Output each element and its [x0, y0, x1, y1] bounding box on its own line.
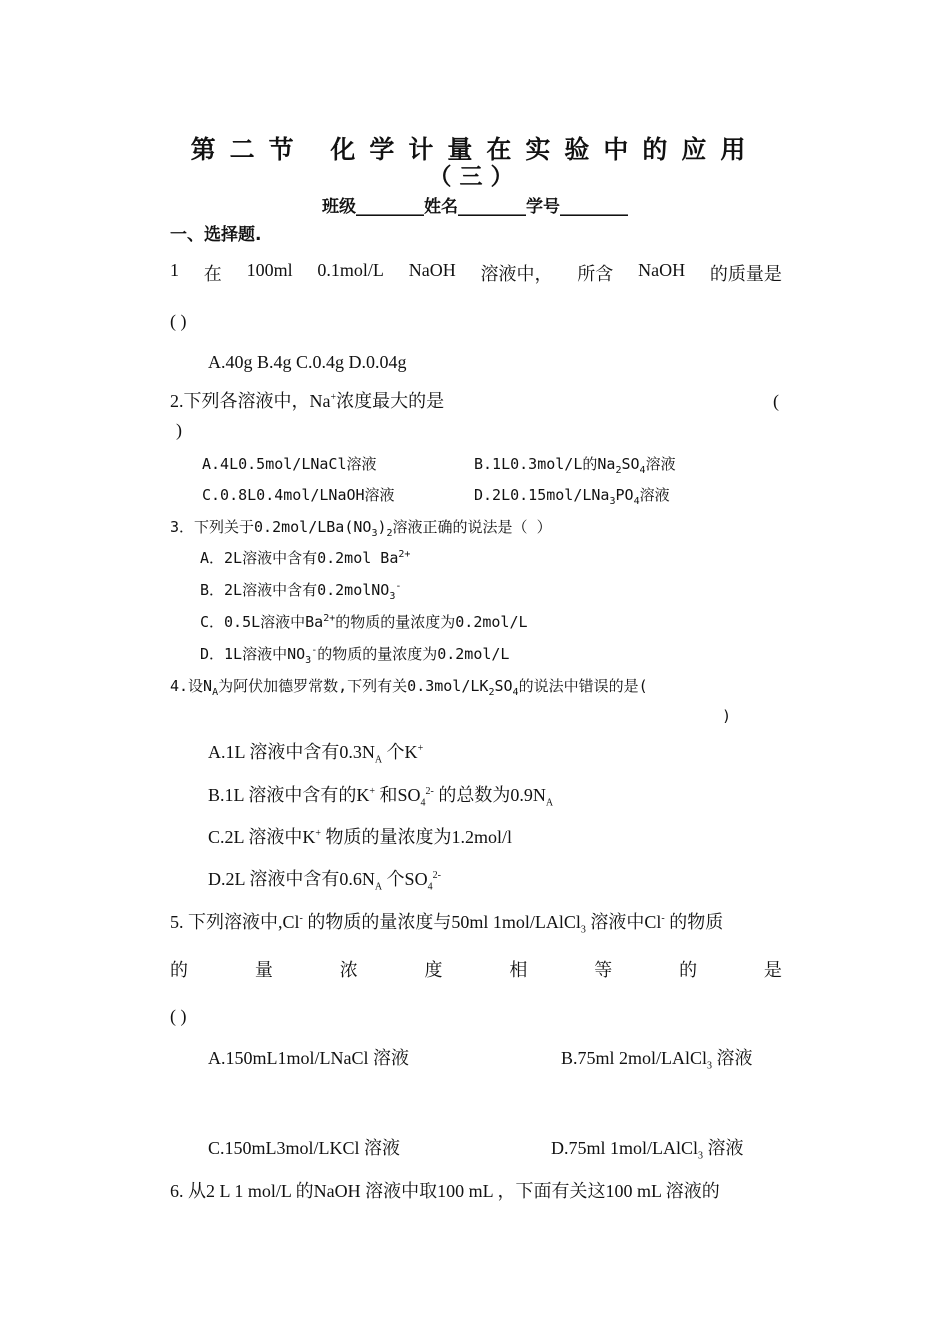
question-2-option-a: A.4L0.5mol/LNaCl溶液 [202, 455, 377, 473]
page-title: 第二节 化学计量在实验中的应用 [190, 135, 760, 164]
q1-word: 0.1mol/L [317, 260, 384, 280]
q5-char: 度 [424, 960, 443, 980]
question-5-option-c: C.150mL3mol/LKCl 溶液 [208, 1138, 401, 1158]
question-4-option-c: C.2L 溶液中K+ 物质的量浓度为1.2mol/l [208, 827, 512, 847]
q1-word: 溶液中， [480, 264, 553, 284]
q5-char: 浓 [339, 960, 358, 980]
question-4-option-a: A.1L 溶液中含有$0.3N_A$ 个K+ [208, 742, 424, 766]
q1-word: 1 [170, 260, 179, 280]
question-2-option-b: B.1L0.3mol/L的$Na_2SO_4$溶液 [474, 455, 676, 476]
section-heading-choice: 一、选择题. [170, 225, 262, 245]
name-blank: ________ [458, 197, 526, 217]
q1-word: 100ml [246, 260, 293, 280]
question-3-option-d: D．1L溶液中$NO_3^-$的物质的量浓度为0.2mol/L [200, 645, 510, 666]
question-4-option-b: B.1L 溶液中含有的K+ 和$SO_4^{2-}$ 的总数为$0.9N_A$ [208, 785, 554, 809]
class-blank: ________ [356, 197, 424, 217]
q5-char: 等 [594, 960, 613, 980]
class-label: 班级 [322, 197, 356, 217]
question-3-option-c: C．0.5L溶液中$Ba^{2+}$的物质的量浓度为0.2mol/L [200, 613, 528, 631]
student-info-line [0, 192, 950, 217]
question-3-option-a: A．2L溶液中含有0.2mol $Ba^{2+}$ [200, 549, 411, 567]
q5-char: 量 [254, 960, 273, 980]
q5-char: 的 [679, 960, 698, 980]
question-4-paren-close: ) [722, 707, 732, 725]
question-5-answer-paren: ( ) [170, 1006, 187, 1026]
q1-word: 的质量是 [709, 264, 782, 284]
number-label: 学号 [526, 197, 560, 217]
question-6-stem: 6. 从2 L 1 mol/L 的NaOH 溶液中取100 mL ，下面有关这100 mL 溶液的 [170, 1181, 720, 1201]
question-5-stem: 5. 下列溶液中,Cl- 的物质的量浓度与50ml 1mol/LAlCl$_3$ 溶液中Cl- 的物质 [170, 912, 724, 936]
question-5-option-a: A.150mL1mol/LNaCl 溶液 [208, 1048, 409, 1068]
question-1-stem [170, 260, 782, 286]
question-4-option-d: D.2L 溶液中含有$0.6N_A$ 个$SO_4^{2-}$ [208, 869, 441, 893]
page-subtitle: （三） [428, 164, 522, 190]
question-3-option-b: B．2L溶液中含有0.2molNO$_3$- [200, 581, 402, 602]
q1-word: 在 [203, 264, 222, 284]
q1-word: 所含 [577, 264, 614, 284]
q1-word: NaOH [638, 260, 686, 280]
q5-char: 的 [170, 960, 188, 980]
question-5-option-b: B.75ml 2mol/LAlCl$_3$ 溶液 [561, 1048, 753, 1072]
question-1-options: A.40g B.4g C.0.4g D.0.04g [208, 352, 407, 372]
q5-char: 是 [763, 960, 782, 980]
q5-char: 相 [509, 960, 528, 980]
question-3-stem: 3．下列关于$0.2mol/LBa(NO_3)_2$溶液正确的说法是（ ） [170, 518, 552, 539]
question-5-stem-line2 [170, 956, 782, 982]
question-2-paren-close: ) [176, 420, 182, 440]
question-2-option-c: C.0.8L0.4mol/LNaOH溶液 [202, 486, 395, 504]
question-2-paren-open: ( [773, 391, 779, 411]
name-label: 姓名 [424, 197, 458, 217]
question-5-option-d: D.75ml 1mol/LAlCl$_3$ 溶液 [551, 1138, 744, 1162]
question-4-stem: 4.设$N_A$为阿伏加德罗常数,下列有关$0.3mol/LK_2SO_4$的说法中错误的是( [170, 677, 648, 698]
q1-word: NaOH [408, 260, 456, 280]
number-blank: ________ [560, 197, 628, 217]
question-2-stem: 2.下列各溶液中，Na+浓度最大的是 [170, 391, 445, 411]
question-1-answer-paren: ( ) [170, 311, 187, 331]
question-2-option-d: $D.2L0.15mol/LNa_3PO_4$溶液 [474, 486, 670, 507]
